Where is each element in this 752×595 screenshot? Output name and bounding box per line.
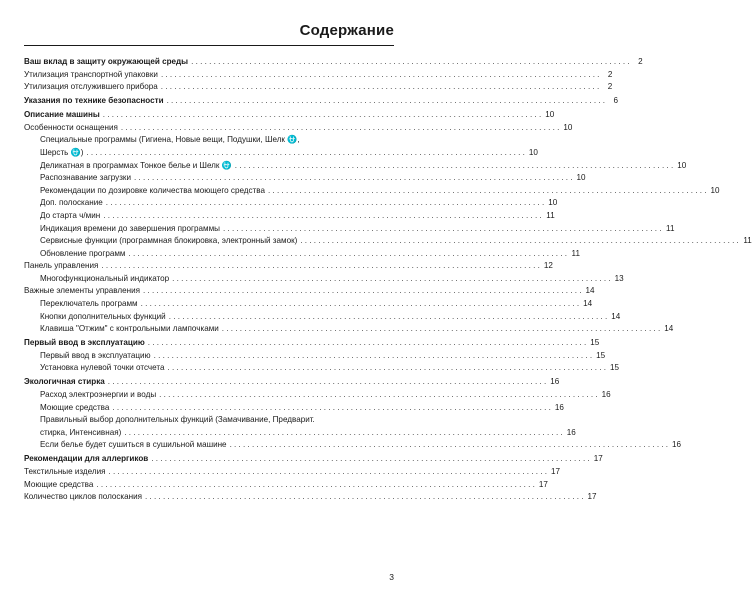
toc-entry-label: Панель управления bbox=[24, 261, 99, 271]
page-title: Содержание bbox=[299, 22, 394, 39]
toc-entry-page: 13 bbox=[614, 273, 624, 283]
dot-leader bbox=[103, 210, 542, 223]
dot-leader bbox=[143, 285, 582, 298]
toc-entry[interactable] bbox=[24, 439, 682, 452]
toc-entry-page: 2 bbox=[638, 57, 643, 66]
toc-entry-label: Ваш вклад в защиту окружающей среды bbox=[24, 57, 189, 66]
dot-leader bbox=[134, 172, 573, 185]
dot-leader bbox=[109, 466, 548, 479]
toc-entry-continuation[interactable] bbox=[24, 427, 576, 440]
toc-entry[interactable] bbox=[24, 210, 555, 223]
toc-entry-page: 11 bbox=[546, 210, 555, 220]
toc-entry-page: 10 bbox=[677, 160, 687, 170]
toc-entry[interactable] bbox=[24, 350, 606, 363]
toc-entry-label: Экологичная стирка bbox=[24, 377, 105, 387]
toc-entry-label: Распознавание загрузки bbox=[40, 173, 131, 183]
toc-entry[interactable] bbox=[24, 81, 613, 94]
toc-entry[interactable] bbox=[24, 197, 558, 210]
toc-entry[interactable] bbox=[24, 248, 580, 261]
dot-leader bbox=[112, 402, 551, 415]
toc-entry-page: 14 bbox=[585, 286, 595, 296]
dot-leader bbox=[108, 376, 547, 389]
toc-entry[interactable] bbox=[24, 56, 643, 69]
dot-leader bbox=[268, 185, 707, 198]
dot-leader bbox=[141, 298, 580, 311]
toc-entry-page: 16 bbox=[550, 377, 560, 387]
dot-leader bbox=[223, 223, 662, 236]
dot-leader bbox=[106, 197, 545, 210]
dot-leader bbox=[151, 453, 590, 466]
toc-entry[interactable] bbox=[24, 376, 560, 389]
dot-leader bbox=[172, 273, 611, 286]
toc-entry[interactable] bbox=[24, 298, 593, 311]
toc-entry-label: Указания по технике безопасности bbox=[24, 96, 164, 106]
dot-leader bbox=[96, 479, 535, 492]
toc-entry[interactable] bbox=[24, 323, 674, 336]
toc-entry-label: Доп. полоскание bbox=[40, 198, 103, 208]
dot-leader bbox=[159, 389, 598, 402]
toc-entry[interactable] bbox=[24, 109, 555, 122]
dot-leader bbox=[169, 311, 608, 324]
toc-entry[interactable] bbox=[24, 185, 720, 198]
toc-entry-page: 17 bbox=[551, 466, 561, 476]
toc-entry-label: Рекомендации по дозировке количества моющего средства bbox=[40, 185, 265, 195]
toc-entry[interactable] bbox=[24, 414, 394, 427]
dot-leader bbox=[191, 56, 630, 69]
toc-entry-page: 15 bbox=[590, 338, 600, 348]
toc-entry-page: 10 bbox=[563, 122, 573, 132]
toc-entry-label: Многофункциональный индикатор bbox=[40, 273, 170, 283]
toc-entry-continuation[interactable] bbox=[24, 147, 538, 160]
dot-leader bbox=[167, 362, 606, 375]
dot-leader bbox=[128, 248, 567, 261]
dot-leader bbox=[235, 160, 674, 173]
toc-entry[interactable] bbox=[24, 223, 675, 236]
toc-entry-label: Кнопки дополнительных функций bbox=[40, 311, 166, 321]
toc-entry[interactable] bbox=[24, 235, 752, 248]
toc-entry-page: 14 bbox=[583, 299, 593, 309]
page-number: 3 bbox=[389, 572, 394, 582]
dot-leader bbox=[145, 491, 584, 504]
toc-entry[interactable] bbox=[24, 311, 621, 324]
dot-leader bbox=[124, 427, 563, 440]
toc-entry[interactable] bbox=[24, 172, 586, 185]
toc-entry-page: 10 bbox=[548, 198, 558, 208]
toc-entry[interactable] bbox=[24, 466, 561, 479]
toc-entry-label: Обновление программ bbox=[40, 248, 126, 258]
toc-entry-page: 2 bbox=[607, 82, 613, 92]
toc-entry[interactable] bbox=[24, 362, 619, 375]
toc-entry-label: Особенности оснащения bbox=[24, 122, 118, 132]
toc-entry[interactable] bbox=[24, 273, 624, 286]
toc-entry-page: 11 bbox=[743, 236, 752, 246]
toc-entry-label: До старта ч/мин bbox=[40, 210, 101, 220]
toc-entry-page: 10 bbox=[528, 147, 538, 157]
toc-entry[interactable] bbox=[24, 389, 611, 402]
toc-entry-label: Переключатель программ bbox=[40, 299, 138, 309]
toc-entry-page: 11 bbox=[666, 223, 675, 233]
toc-entry-label: Установка нулевой точки отсчета bbox=[40, 363, 165, 373]
dot-leader bbox=[121, 122, 560, 135]
toc-entry[interactable] bbox=[24, 95, 619, 108]
dot-leader bbox=[154, 350, 593, 363]
toc-entry-label: Правильный выбор дополнительных функций (Замачивание, Предварит. bbox=[40, 415, 315, 425]
dot-leader bbox=[222, 323, 661, 336]
toc-entry-page: 16 bbox=[601, 390, 611, 399]
toc-entry-label: Важные элементы управления bbox=[24, 286, 140, 296]
table-of-contents bbox=[24, 56, 752, 504]
toc-entry-page: 16 bbox=[554, 402, 564, 412]
toc-entry-label: Текстильные изделия bbox=[24, 466, 106, 476]
toc-entry-label: Рекомендации для аллергиков bbox=[24, 454, 149, 464]
toc-entry-page: 12 bbox=[543, 261, 553, 271]
dot-leader bbox=[103, 109, 542, 122]
dot-leader bbox=[161, 81, 600, 94]
toc-entry-label: Моющие средства bbox=[40, 402, 110, 412]
toc-entry-page: 10 bbox=[710, 185, 720, 195]
toc-entry-page: 2 bbox=[607, 69, 613, 79]
toc-entry-label: Специальные программы (Гигиена, Новые вещи, Подушки, Шелк ⛎, bbox=[40, 135, 300, 145]
dot-leader bbox=[148, 337, 587, 350]
toc-entry-page: 10 bbox=[576, 173, 586, 183]
toc-entry-page: 17 bbox=[587, 492, 597, 502]
dot-leader bbox=[86, 147, 525, 160]
toc-entry-page: 17 bbox=[593, 454, 603, 464]
toc-entry[interactable] bbox=[24, 260, 553, 273]
toc-entry-page: 10 bbox=[545, 110, 555, 120]
toc-entry-label: Деликатная в программах Тонкое белье и Шелк ⛎ bbox=[40, 160, 232, 170]
toc-entry[interactable] bbox=[24, 337, 600, 350]
toc-entry-page: 6 bbox=[613, 96, 619, 106]
dot-leader bbox=[230, 439, 669, 452]
title-divider bbox=[24, 45, 394, 46]
toc-entry[interactable] bbox=[24, 134, 394, 147]
toc-entry-label: Клавиша "Отжим" с контрольными лампочками bbox=[40, 324, 219, 334]
toc-entry[interactable] bbox=[24, 69, 613, 82]
toc-entry[interactable] bbox=[24, 453, 603, 466]
toc-entry-label: Если белье будет сушиться в сушильной машине bbox=[40, 440, 227, 450]
toc-entry-label: Индикация времени до завершения программы bbox=[40, 223, 220, 233]
toc-entry-label: Сервисные функции (программная блокировка, электронный замок) bbox=[40, 236, 298, 246]
dot-leader bbox=[167, 95, 606, 108]
toc-entry-label: стирка, Интенсивная) bbox=[40, 427, 122, 437]
toc-entry-label: Шерсть ⛎) bbox=[40, 147, 84, 157]
toc-entry-label: Первый ввод в эксплуатацию bbox=[40, 350, 151, 360]
toc-entry-page: 16 bbox=[672, 440, 682, 450]
dot-leader bbox=[101, 260, 540, 273]
toc-entry-page: 15 bbox=[596, 350, 606, 360]
toc-entry-page: 14 bbox=[664, 324, 674, 334]
toc-entry-label: Количество циклов полоскания bbox=[24, 492, 143, 502]
dot-leader bbox=[300, 235, 739, 248]
toc-entry[interactable] bbox=[24, 402, 564, 415]
toc-entry-label: Расход электроэнергии и воды bbox=[40, 390, 157, 399]
toc-entry-label: Утилизация отслужившего прибора bbox=[24, 82, 158, 92]
toc-entry-page: 17 bbox=[538, 479, 548, 489]
toc-entry-label: Описание машины bbox=[24, 110, 100, 120]
dot-leader bbox=[161, 69, 600, 82]
toc-entry[interactable] bbox=[24, 122, 573, 135]
toc-entry-label: Первый ввод в эксплуатацию bbox=[24, 338, 145, 348]
toc-entry[interactable] bbox=[24, 160, 687, 173]
toc-entry-label: Утилизация транспортной упаковки bbox=[24, 69, 158, 79]
toc-entry-page: 15 bbox=[609, 363, 619, 373]
toc-entry-page: 11 bbox=[571, 248, 580, 258]
toc-entry[interactable] bbox=[24, 285, 595, 298]
toc-entry[interactable] bbox=[24, 491, 597, 504]
toc-entry-page: 16 bbox=[566, 427, 576, 437]
toc-entry-page: 14 bbox=[611, 311, 621, 321]
toc-entry[interactable] bbox=[24, 479, 548, 492]
toc-entry-label: Моющие средства bbox=[24, 479, 94, 489]
